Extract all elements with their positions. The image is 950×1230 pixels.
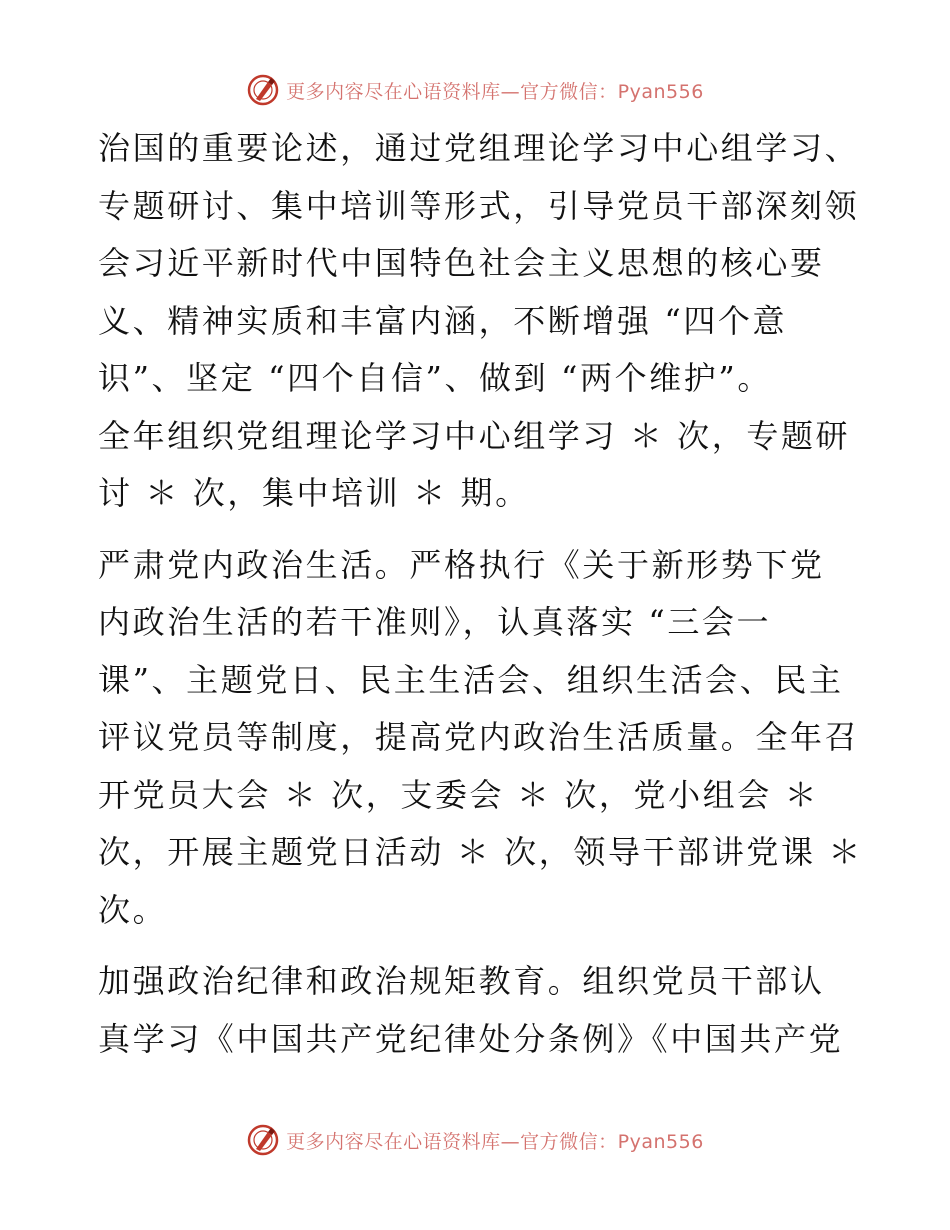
footer-banner — [0, 1120, 950, 1160]
text-line: 次，开展主题党日活动 ＊ 次，领导干部讲党课 ＊ — [98, 833, 863, 871]
text-line: 讨 ＊ 次，集中培训 ＊ 期。 — [98, 474, 530, 512]
text-line: 专题研讨、集中培训等形式，引导党员干部深刻领 — [98, 186, 860, 225]
text-line: 内政治生活的若干准则》，认真落实 “三会一 — [98, 603, 772, 641]
text-line: 评议党员等制度，提高党内政治生活质量。全年召 — [98, 718, 860, 756]
paragraph-spacer — [98, 939, 858, 953]
text-line: 识”、坚定 “四个自信”、做到 “两个维护”。 — [98, 359, 772, 397]
text-line: 治国的重要论述，通过党组理论学习中心组学习、 — [98, 129, 860, 167]
document-body — [98, 120, 863, 1068]
fountain-pen-seal-icon — [246, 73, 280, 107]
text-line: 次。 — [98, 890, 168, 929]
text-line: 会习近平新时代中国特色社会主义思想的核心要 — [98, 244, 825, 282]
text-line: 加强政治纪律和政治规矩教育。组织党员干部认 — [98, 962, 825, 1000]
header-banner — [0, 70, 950, 110]
paragraph-spacer — [98, 523, 858, 537]
paragraph-3 — [98, 953, 858, 1068]
footer-banner-text: 更多内容尽在心语资料库—官方微信：Pyan556 — [286, 1130, 704, 1153]
paragraph-2 — [98, 537, 863, 940]
text-line: 课”、主题党日、民主生活会、组织生活会、民主 — [98, 660, 844, 699]
fountain-pen-seal-icon — [246, 1123, 280, 1157]
text-line: 开党员大会 ＊ 次，支委会 ＊ 次，党小组会 ＊ — [98, 775, 820, 814]
header-banner-text: 更多内容尽在心语资料库—官方微信：Pyan556 — [286, 80, 704, 103]
paragraph-1 — [98, 120, 858, 523]
text-line: 义、精神实质和丰富内涵，不断增强 “四个意 — [98, 301, 788, 340]
text-line: 严肃党内政治生活。严格执行《关于新形势下党 — [98, 545, 825, 584]
text-line: 真学习《中国共产党纪律处分条例》《中国共产党 — [98, 1019, 844, 1058]
text-line: 全年组织党组理论学习中心组学习 ＊ 次，专题研 — [98, 416, 851, 455]
